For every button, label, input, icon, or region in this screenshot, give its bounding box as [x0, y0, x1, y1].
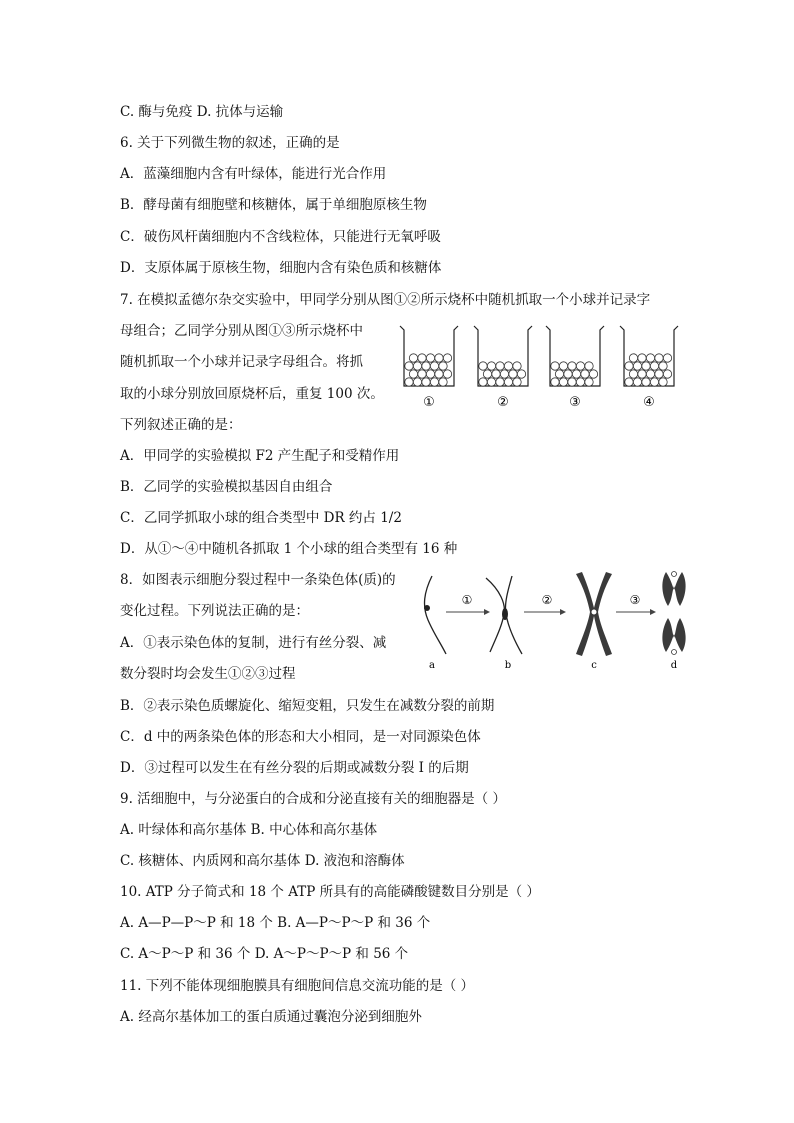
- option-line: A. 经高尔基体加工的蛋白质通过囊泡分泌到细胞外: [120, 1009, 422, 1025]
- arrow-1: [446, 609, 490, 615]
- ball: [500, 370, 508, 378]
- chromosome-figure: [410, 568, 700, 672]
- option-line: D．支原体属于原核生物，细胞内含有染色质和核糖体: [120, 260, 442, 276]
- ball: [663, 370, 671, 378]
- ball: [422, 362, 430, 370]
- ball: [443, 370, 451, 378]
- option-line: A. 叶绿体和高尔基体 B. 中心体和高尔基体: [120, 822, 378, 838]
- ball: [496, 378, 504, 386]
- ball: [625, 362, 633, 370]
- ball: [581, 370, 589, 378]
- ball: [655, 354, 663, 362]
- stage-b-chromatin: [486, 576, 522, 654]
- question-7-stem: 取的小球分别放回原烧杯后，重复 100 次。: [120, 386, 384, 402]
- ball: [413, 362, 421, 370]
- question-7-stem: 下列叙述正确的是：: [120, 417, 242, 433]
- ball: [625, 378, 633, 386]
- ball: [426, 370, 434, 378]
- ball: [430, 378, 438, 386]
- ball: [568, 378, 576, 386]
- step-label-2: ②: [541, 593, 553, 607]
- ball: [646, 354, 654, 362]
- ball: [504, 362, 512, 370]
- ball: [413, 378, 421, 386]
- ball: [650, 362, 658, 370]
- beaker-label-4: ④: [643, 395, 655, 410]
- ball: [405, 378, 413, 386]
- stage-d-chromosomes: [662, 572, 685, 655]
- ball: [629, 354, 637, 362]
- ball: [422, 378, 430, 386]
- ball: [576, 378, 584, 386]
- ball: [659, 378, 667, 386]
- option-line: A．甲同学的实验模拟 F2 产生配子和受精作用: [120, 448, 400, 464]
- ball: [405, 362, 413, 370]
- question-7-stem: 母组合；乙同学分别从图①③所示烧杯中: [120, 323, 363, 339]
- ball: [650, 378, 658, 386]
- option-line: B．②表示染色质螺旋化、缩短变粗，只发生在减数分裂的前期: [120, 698, 495, 714]
- option-line: C. A～P～P 和 36 个 D. A～P～P～P 和 56 个: [120, 946, 409, 962]
- question-11-stem: 11. 下列不能体现细胞膜具有细胞间信息交流功能的是（ ）: [120, 978, 475, 994]
- ball: [479, 362, 487, 370]
- question-8-stem: 变化过程。下列说法正确的是：: [120, 603, 309, 619]
- ball: [642, 362, 650, 370]
- beaker-1: [400, 326, 458, 386]
- beaker-3: [546, 326, 604, 386]
- ball: [655, 370, 663, 378]
- option-line: D．从①～④中随机各抓取 1 个小球的组合类型有 16 种: [120, 541, 458, 557]
- stage-a-chromatin: [424, 576, 446, 654]
- option-line: 数分裂时均会发生①②③过程: [120, 666, 296, 682]
- ball: [509, 370, 517, 378]
- ball: [555, 370, 563, 378]
- text-line: C. 酶与免疫 D. 抗体与运输: [120, 104, 284, 120]
- ball: [418, 354, 426, 362]
- ball: [568, 362, 576, 370]
- ball: [443, 354, 451, 362]
- ball: [513, 362, 521, 370]
- ball: [409, 370, 417, 378]
- ball: [513, 378, 521, 386]
- ball: [439, 378, 447, 386]
- beaker-label-3: ③: [569, 395, 581, 410]
- ball: [409, 354, 417, 362]
- ball: [426, 354, 434, 362]
- ball: [585, 378, 593, 386]
- stage-label-c: c: [591, 660, 597, 671]
- ball: [585, 362, 593, 370]
- ball: [551, 378, 559, 386]
- stage-label-d: d: [670, 660, 678, 671]
- option-line: C．d 中的两条染色体的形态和大小相同，是一对同源染色体: [120, 729, 481, 745]
- ball: [629, 370, 637, 378]
- ball: [663, 354, 671, 362]
- ball: [504, 378, 512, 386]
- ball: [517, 370, 525, 378]
- option-line: B．酵母菌有细胞壁和核糖体，属于单细胞原核生物: [120, 197, 427, 213]
- beakers-figure: [394, 320, 694, 412]
- ball: [487, 378, 495, 386]
- stage-label-a: a: [429, 660, 435, 671]
- ball: [589, 370, 597, 378]
- ball: [659, 362, 667, 370]
- ball: [487, 362, 495, 370]
- ball: [576, 362, 584, 370]
- arrow-3: [616, 609, 656, 615]
- option-line: A．①表示染色体的复制，进行有丝分裂、减: [120, 635, 387, 651]
- ball: [559, 378, 567, 386]
- step-label-3: ③: [629, 593, 641, 607]
- ball: [633, 362, 641, 370]
- ball: [418, 370, 426, 378]
- option-line: B．乙同学的实验模拟基因自由组合: [120, 479, 333, 495]
- ball: [479, 378, 487, 386]
- step-label-1: ①: [461, 593, 473, 607]
- ball: [435, 370, 443, 378]
- ball: [646, 370, 654, 378]
- option-line: C．乙同学抓取小球的组合类型中 DR 约占 1/2: [120, 510, 402, 526]
- ball: [435, 354, 443, 362]
- arrow-2: [524, 609, 566, 615]
- ball: [551, 362, 559, 370]
- option-line: A．蓝藻细胞内含有叶绿体，能进行光合作用: [120, 166, 387, 182]
- beaker-label-2: ②: [497, 395, 509, 410]
- option-line: A. A—P—P～P 和 18 个 B. A—P～P～P 和 36 个: [120, 915, 431, 931]
- question-9-stem: 9. 活细胞中，与分泌蛋白的合成和分泌直接有关的细胞器是（ ）: [120, 791, 506, 807]
- ball: [633, 378, 641, 386]
- question-10-stem: 10. ATP 分子简式和 18 个 ATP 所具有的高能磷酸键数目分别是（ ）: [120, 884, 540, 900]
- question-6-stem: 6. 关于下列微生物的叙述，正确的是: [120, 135, 340, 151]
- beaker-label-1: ①: [423, 395, 435, 410]
- ball: [638, 370, 646, 378]
- ball: [642, 378, 650, 386]
- ball: [638, 354, 646, 362]
- question-7-stem: 7. 在模拟孟德尔杂交实验中，甲同学分别从图①②所示烧杯中随机抓取一个小球并记录字: [120, 292, 651, 308]
- option-line: D．③过程可以发生在有丝分裂的后期或减数分裂 I 的后期: [120, 760, 469, 776]
- ball: [483, 370, 491, 378]
- ball: [430, 362, 438, 370]
- beaker-4: [620, 326, 678, 386]
- ball: [496, 362, 504, 370]
- ball: [559, 362, 567, 370]
- stage-label-b: b: [504, 660, 512, 671]
- stage-c-chromosome: [576, 572, 612, 656]
- ball: [572, 370, 580, 378]
- ball: [492, 370, 500, 378]
- beaker-2: [474, 326, 532, 386]
- option-line: C．破伤风杆菌细胞内不含线粒体，只能进行无氧呼吸: [120, 229, 441, 245]
- option-line: C. 核糖体、内质网和高尔基体 D. 液泡和溶酶体: [120, 853, 405, 869]
- ball: [439, 362, 447, 370]
- question-8-stem: 8．如图表示细胞分裂过程中一条染色体(质)的: [120, 572, 396, 588]
- ball: [564, 370, 572, 378]
- question-7-stem: 随机抓取一个小球并记录字母组合。将抓: [120, 354, 363, 370]
